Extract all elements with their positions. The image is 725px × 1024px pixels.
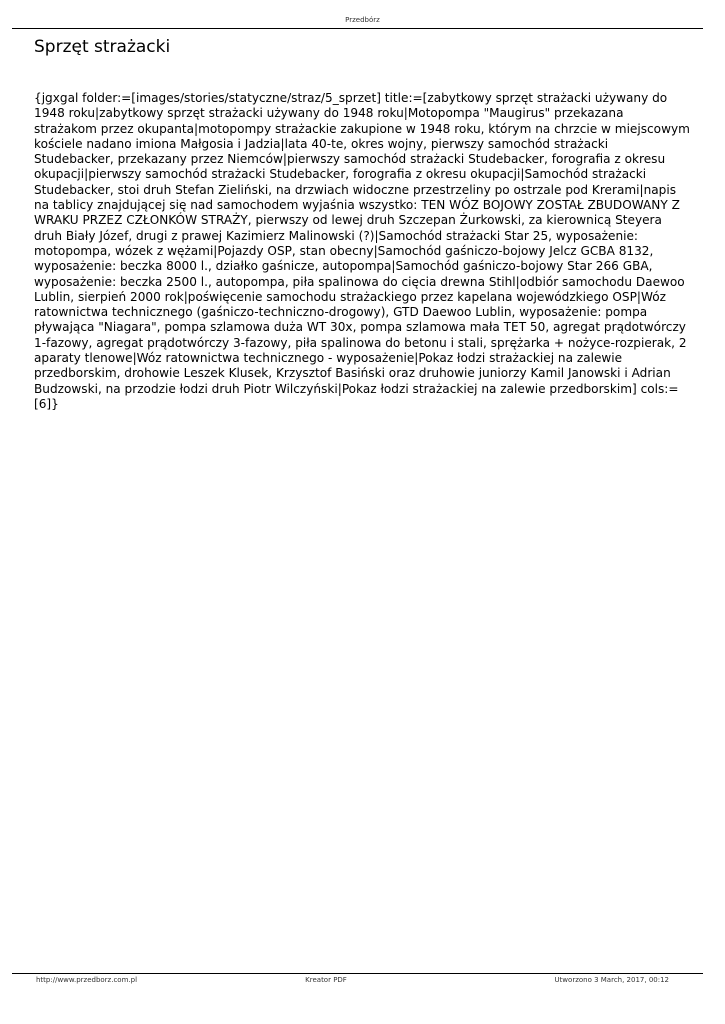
footer-generator: Kreator PDF xyxy=(305,976,347,984)
footer-divider xyxy=(12,973,703,974)
header-divider xyxy=(12,28,703,29)
header-site-name: Przedbórz xyxy=(345,16,380,24)
article-body: {jgxgal folder:=[images/stories/statyczne/straz/5_sprzet] title:=[zabytkowy sprzęt strażacki używany do 1948 roku|zabytkowy sprzęt strażacki używany do 1948 roku|Motopompa "Maugirus" przekazana strażakom przez okupanta|motopompy strażackie zakupione w 1948 roku, którym na chrzcie w miejscowym kościele nadano imiona Małgosia i Jadzia|lata 40-te, okres wojny, pierwszy samochód strażacki Studebacker, przekazany przez Niemców|pierwszy samochód strażacki Studebacker, forografia z okresu okupacji|pierwszy samochód strażacki Studebacker, forografia z okresu okupacji|Samochód strażacki Studebacker, stoi druh Stefan Zieliński, na drzwiach widoczne przestrzeliny po ostrzale pod Krerami|napis na tablicy znajdującej się nad samochodem wyjaśnia wszystko: TEN WÓZ BOJOWY ZOSTAŁ ZBUDOWANY Z WRAKU PRZEZ CZŁONKÓW STRAŻY, pierwszy od lewej druh Szczepan Żurkowski, za kierownicą Steyera druh Biały Józef, drugi z prawej Kazimierz Malinowski (?)|Samochód strażacki Star 25, wyposażenie: motopompa, wózek z wężami|Pojazdy OSP, stan obecny|Samochód gaśniczo-bojowy Jelcz GCBA 8132, wyposażenie: beczka 8000 l., działko gaśnicze, autopompa|Samochód gaśniczo-bojowy Star 266 GBA, wyposażenie: beczka 2500 l., autopompa, piła spalinowa do cięcia drewna Stihl|odbiór samochodu Daewoo Lublin, sierpień 2000 rok|poświęcenie samochodu strażackiego przez kapelana wojewódzkiego OSP|Wóz ratownictwa technicznego (gaśniczo-techniczno-drogowy), GTD Daewoo Lublin, wyposażenie: pompa pływająca "Niagara", pompa szlamowa duża WT 30x, pompa szlamowa mała TET 50, agregat prądotwórczy 1-fazowy, agregat prądotwórczy 3-fazowy, piła spalinowa do betonu i stali, sprężarka + nożyce-rozpierak, 2 aparaty tlenowe|Wóz ratownictwa technicznego - wyposażenie|Pokaz łodzi strażackiej na zalewie przedborskim, drohowie Leszek Klusek, Krzysztof Basiński oraz druhowie juniorzy Kamil Janowski i Adrian Budzowski, na przodzie łodzi druh Piotr Wilczyński|Pokaz łodzi strażackiej na zalewie przedborskim] cols:=[6]} xyxy=(34,91,690,411)
footer-created-date: Utworzono 3 March, 2017, 00:12 xyxy=(554,976,669,984)
footer-url: http://www.przedborz.com.pl xyxy=(36,976,138,984)
page-footer xyxy=(0,976,725,986)
page-title: Sprzęt strażacki xyxy=(34,37,171,57)
